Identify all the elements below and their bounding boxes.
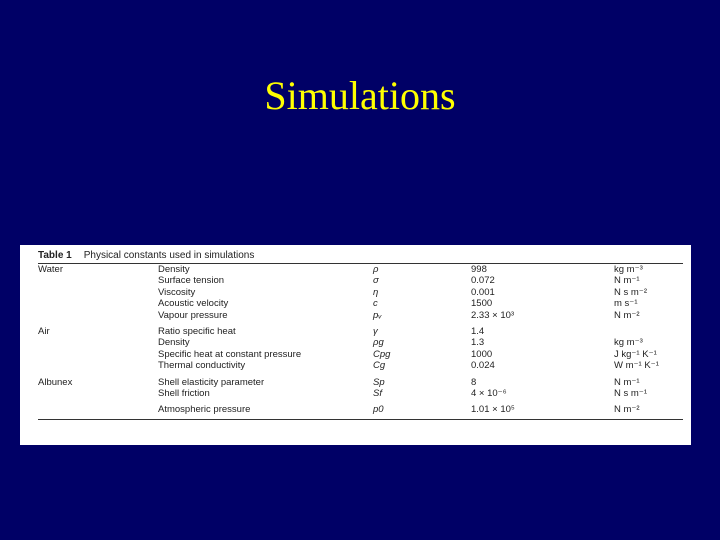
group-label: Air: [38, 326, 50, 338]
table-row: [38, 349, 683, 360]
group-label: [38, 298, 158, 309]
constant-name: Shell elasticity parameter: [158, 376, 265, 388]
constant-value: 1.4: [471, 326, 485, 338]
constant-value: 0.024: [471, 360, 495, 372]
group-label: [38, 360, 158, 371]
group-label: [38, 388, 158, 399]
constant-unit: kg m⁻³: [614, 264, 643, 275]
constant-name: Surface tension: [158, 275, 225, 287]
constant-symbol: pᵥ: [373, 309, 382, 321]
table-row: [38, 377, 683, 388]
constant-unit: N m⁻²: [614, 404, 640, 416]
constant-name: Specific heat at constant pressure: [158, 348, 302, 360]
constant-unit: N s m⁻²: [614, 286, 647, 298]
group-label: [38, 404, 158, 415]
constant-symbol: c: [373, 298, 378, 310]
slide-title: Simulations: [264, 73, 456, 118]
constant-unit: N m⁻²: [614, 309, 640, 321]
constant-unit: kg m⁻³: [614, 337, 643, 349]
constant-unit: [614, 326, 683, 337]
constant-name: Density: [158, 337, 190, 349]
constant-name: Acoustic velocity: [158, 298, 229, 310]
table-row: [38, 275, 683, 286]
table-bottom-rule: [38, 419, 683, 420]
constants-table: [38, 264, 683, 416]
table-caption: [38, 249, 683, 263]
table-row: [38, 287, 683, 298]
constant-unit: W m⁻¹ K⁻¹: [614, 360, 659, 372]
constant-value: 2.33 × 10³: [471, 309, 515, 321]
constant-value: 4 × 10⁻⁶: [471, 388, 507, 400]
group-label: [38, 349, 158, 360]
physical-constants-table: [20, 245, 691, 445]
constant-symbol: ρg: [373, 337, 384, 349]
group-label: Albunex: [38, 376, 73, 388]
group-label: [38, 337, 158, 348]
table-row: [38, 337, 683, 348]
constant-value: 0.001: [471, 286, 495, 298]
table-row: [38, 388, 683, 399]
constant-name: Atmospheric pressure: [158, 404, 251, 416]
constant-symbol: ρ: [373, 264, 379, 275]
constant-name: Vapour pressure: [158, 309, 228, 321]
constant-symbol: p0: [373, 404, 384, 416]
constant-unit: N m⁻¹: [614, 376, 640, 388]
constant-unit: N s m⁻¹: [614, 388, 647, 400]
constant-name: Viscosity: [158, 286, 196, 298]
table-row: [38, 326, 683, 337]
constant-value: 8: [471, 376, 477, 388]
constant-symbol: Sf: [373, 388, 382, 400]
constant-value: 1000: [471, 348, 493, 360]
group-label: [38, 275, 158, 286]
constant-value: 0.072: [471, 275, 495, 287]
constant-name: Ratio specific heat: [158, 326, 236, 338]
constant-unit: J kg⁻¹ K⁻¹: [614, 348, 657, 360]
constant-unit: N m⁻¹: [614, 275, 640, 287]
group-label: [38, 287, 158, 298]
constant-unit: m s⁻¹: [614, 298, 638, 310]
group-label: [38, 310, 158, 321]
table-row: [38, 360, 683, 371]
constant-name: Thermal conductivity: [158, 360, 246, 372]
constant-value: 1.3: [471, 337, 485, 349]
table-row: [38, 298, 683, 309]
table-row: [38, 404, 683, 415]
table-caption-text: Physical constants used in simulations: [83, 250, 255, 261]
table-row: [38, 310, 683, 321]
constant-value: 1500: [471, 298, 493, 310]
constant-name: Density: [158, 264, 190, 275]
table-caption-number: Table 1: [38, 250, 72, 261]
constant-symbol: Cpg: [373, 348, 391, 360]
constant-value: 998: [471, 264, 487, 275]
constant-name: Shell friction: [158, 388, 210, 400]
constant-symbol: σ: [373, 275, 379, 287]
constant-symbol: η: [373, 286, 379, 298]
constant-value: 1.01 × 10⁵: [471, 404, 515, 416]
constant-symbol: Sp: [373, 376, 385, 388]
table-row: [38, 264, 683, 275]
group-label: Water: [38, 264, 63, 275]
constant-symbol: Cg: [373, 360, 386, 372]
constant-symbol: γ: [373, 326, 378, 338]
